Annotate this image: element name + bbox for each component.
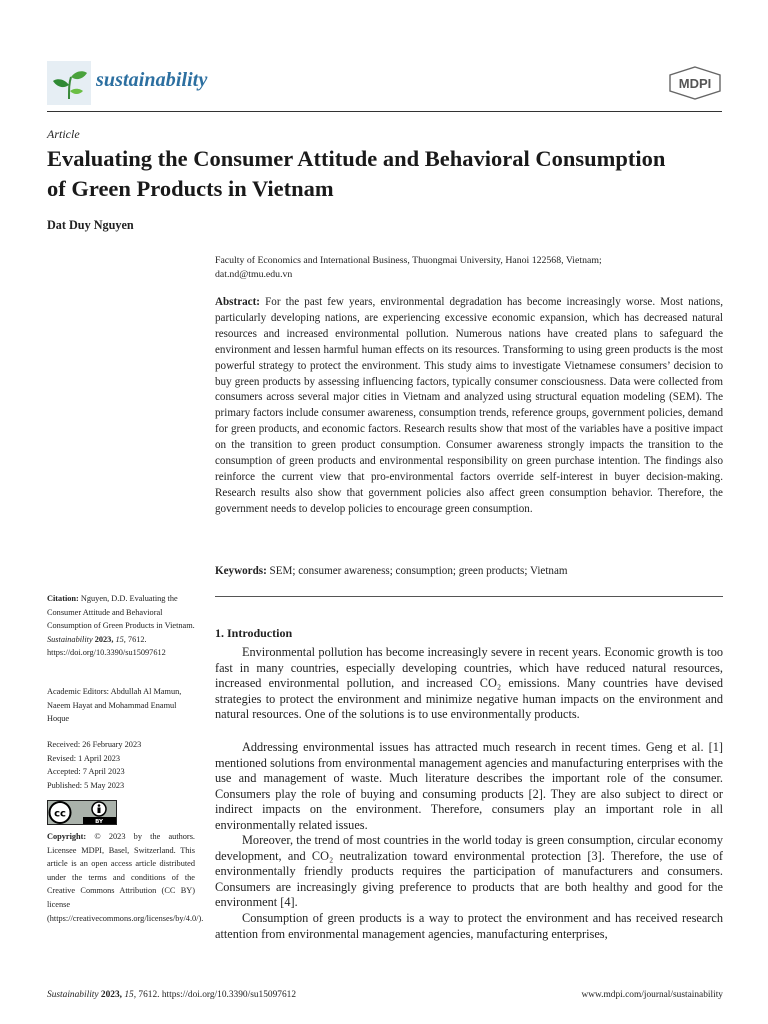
- keywords-divider: [215, 596, 723, 597]
- author-email[interactable]: dat.nd@tmu.edu.vn: [215, 268, 293, 280]
- copyright-notice: [47, 830, 204, 925]
- keywords-label: Keywords:: [215, 565, 267, 577]
- footer-journal: Sustainability: [47, 990, 99, 1000]
- body-paragraph: Addressing environmental issues has attracted much research in recent times. Geng et al. [1] mentioned solutions from environmental management agencies and manufacturing enterprises with the use and management of waste. Much literature describes the important role of the consumer. Consumers play the role of buying and consuming products [2]. They are also subject to direct or indirect impacts on the environment. Therefore, consumers play an important role in all environmentally related issues.: [215, 740, 723, 832]
- footer-year: 2023,: [100, 990, 122, 1000]
- footer-doi[interactable]: 7612. https://doi.org/10.3390/su15097612: [138, 990, 297, 1000]
- svg-text:BY: BY: [95, 819, 103, 825]
- cc-by-license-icon[interactable]: [47, 800, 117, 825]
- citation-text: Nguyen, D.D. Evaluating the Consumer Attitude and Behavioral Consumption of Green Products in Vietnam.: [47, 594, 195, 631]
- accepted-date: Accepted: 7 April 2023: [47, 767, 125, 777]
- citation-year: 2023,: [94, 634, 114, 644]
- mdpi-logo-icon[interactable]: [668, 66, 722, 100]
- body-paragraph: Consumption of green products is a way to protect the environment and has received research attention from environmental management agencies, manufacturing enterprises,: [215, 911, 723, 941]
- abstract: [215, 295, 723, 518]
- editors-label: Academic Editors:: [47, 687, 109, 696]
- footer-journal-url[interactable]: www.mdpi.com/journal/sustainability: [581, 990, 723, 1000]
- svg-text:cc: cc: [54, 808, 66, 820]
- publication-dates: [47, 738, 195, 792]
- citation-block: [47, 592, 195, 660]
- body-paragraph: Environmental pollution has become increasingly severe in recent years. Economic growth is too fast in many countries, especially developing countries, which have reduced natural resources, increased environmental pollution, and increased CO₂ emissions. Many countries have devised strategies to protect the environment and minimize negative human impacts on the environment and natural resources. One of the solutions is to use environmentally products.: [215, 645, 723, 722]
- affiliation: [215, 254, 725, 281]
- copyright-label: Copyright:: [47, 832, 87, 841]
- section-heading: 1. Introduction: [215, 626, 293, 640]
- academic-editors: [47, 685, 195, 726]
- journal-logo-icon: [47, 61, 91, 105]
- keywords: [215, 564, 723, 579]
- citation-label: Citation:: [47, 594, 79, 603]
- footer-citation: [47, 990, 296, 1000]
- citation-journal: Sustainability: [47, 634, 93, 644]
- copyright-text: © 2023 by the authors. Licensee MDPI, Basel, Switzerland. This article is an open access article distributed under the terms and conditions of the Creative Commons Attribution (CC BY) license (https://creativecommons.org/licenses/by/4.0/).: [47, 832, 204, 923]
- affiliation-text: Faculty of Economics and International Business, Thuongmai University, Hanoi 122568, Vietnam;: [215, 255, 602, 266]
- body-paragraph: Moreover, the trend of most countries in the world today is green consumption, circular economy development, and CO₂ neutralization toward environmental protection [3]. Therefore, the use of environmentally friendly products requires the participation of manufacturers and consumers. Consumers are increasingly giving preference to products that are both healthy and good for the environment [4].: [215, 833, 723, 910]
- abstract-text: For the past few years, environmental degradation has become increasingly worse. Most nations, particularly developing nations, are experiencing excessive economic expansion, which has decreased natural resources and increased environmental pollution. Numerous nations have created plans to safeguard the environment and lessen harmful human effects on its resources. Transforming to using green products is the most powerful strategy to protect the environment. This study aims to investigate Vietnamese consumers’ decision to buy green products by assessing influencing factors, typically consumer consciousness. Data were collected from consumers across several major cities in Vietnam and analyzed using structural equation modeling (SEM). The primary factors include consumer awareness, consumption trends, reference groups, government policies, demand for green products, and economic factors. Research results show that most of the variables have a positive impact on the transition to green product consumption. Consumer awareness strongly impacts the transition to the consumption of green products and environmental responsibility on green purchase intention. The findings also reinforce the current view that pro-environmental factors override self-interest in buyer decision-making. Research results also show that government policies also affect green consumption behavior. Therefore, the government needs to develop policies to encourage green consumption.: [215, 296, 723, 515]
- article-type: Article: [47, 127, 80, 141]
- abstract-label: Abstract:: [215, 296, 260, 308]
- footer-volume: 15,: [124, 990, 137, 1000]
- received-date: Received: 26 February 2023: [47, 740, 142, 749]
- citation-doi[interactable]: 7612. https://doi.org/10.3390/su15097612: [47, 634, 166, 658]
- published-date: Published: 5 May 2023: [47, 780, 125, 790]
- article-title: Evaluating the Consumer Attitude and Behavioral Consumption of Green Products in Vietnam: [47, 146, 666, 201]
- editors-names: Abdullah Al Mamun, Naeem Hayat and Mohammad Enamul Hoque: [47, 687, 182, 724]
- keywords-text: SEM; consumer awareness; consumption; green products; Vietnam: [269, 565, 568, 577]
- revised-date: Revised: 1 April 2023: [47, 753, 121, 763]
- citation-volume: 15,: [115, 634, 126, 644]
- journal-name[interactable]: sustainability: [96, 69, 208, 91]
- mdpi-logo-text: MDPI: [678, 76, 712, 91]
- author-name: Dat Duy Nguyen: [47, 218, 134, 232]
- header-divider: [47, 111, 722, 112]
